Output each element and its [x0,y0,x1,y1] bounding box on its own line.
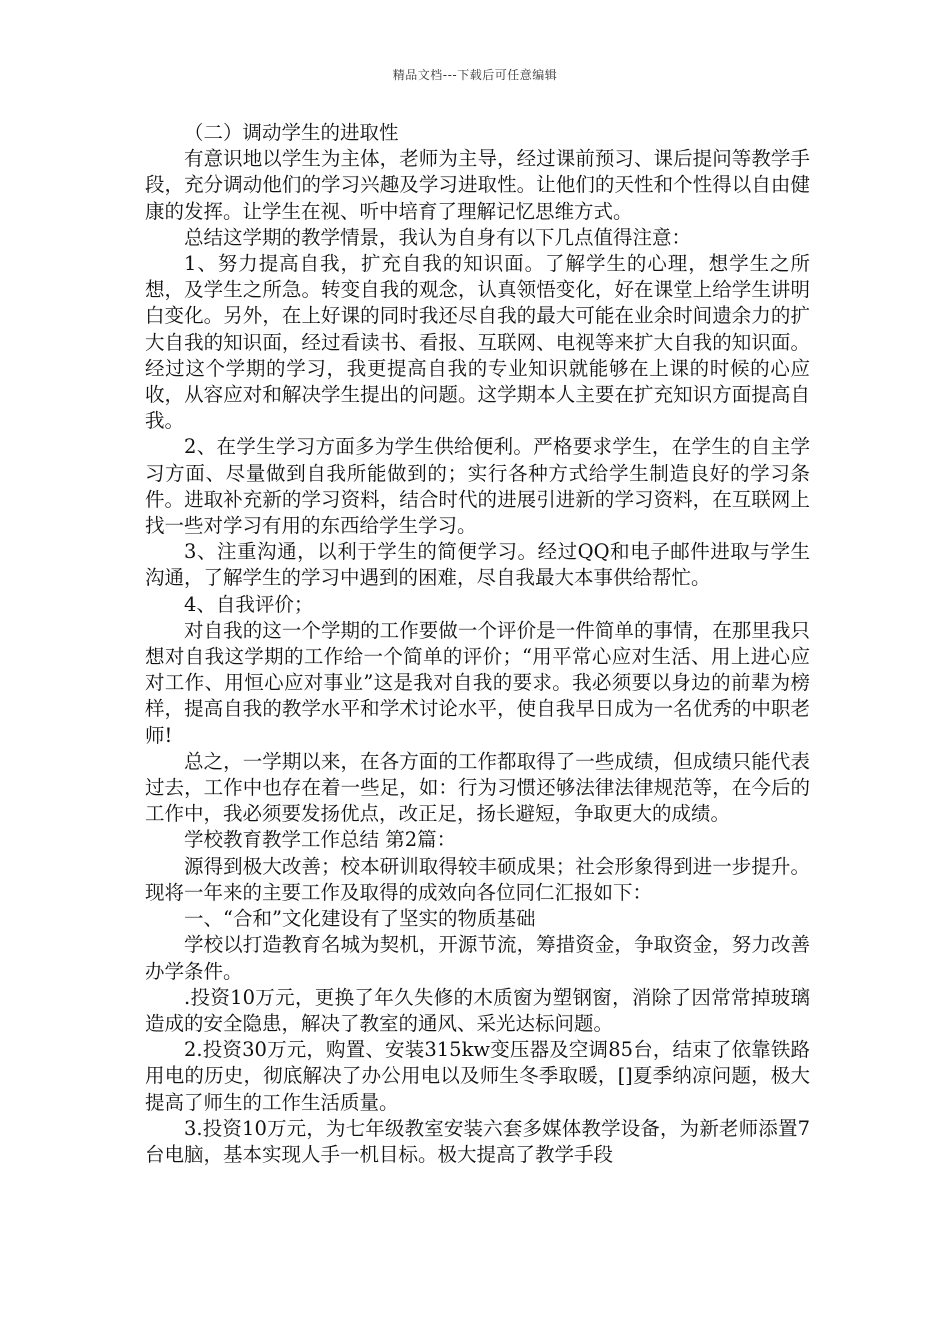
page-header: 精品文档---下载后可任意编辑 [392,68,558,82]
paragraph: 对自我的这一个学期的工作要做一个评价是一件简单的事情，在那里我只想对自我这学期的工作给一个简单的评价；“用平常心应对生活、用上进心应对工作、用恒心应对事业”这是我对自我的要求。我必须要以身边的前辈为榜样，提高自我的教学水平和学术讨论水平，使自我早日成为一名优秀的中职老师! [145,618,810,747]
paragraph: 源得到极大改善；校本研训取得较丰硕成果；社会形象得到进一步提升。现将一年来的主要工作及取得的成效向各位同仁汇报如下： [145,854,810,904]
paragraph: 3、注重沟通，以利于学生的简便学习。经过QQ和电子邮件进取与学生沟通，了解学生的学习中遇到的困难，尽自我最大本事供给帮忙。 [145,540,810,590]
paragraph: 2、在学生学习方面多为学生供给便利。严格要求学生，在学生的自主学习方面、尽量做到自我所能做到的；实行各种方式给学生制造良好的学习条件。进取补充新的学习资料，结合时代的进展引进新的学习资料，在互联网上找一些对学习有用的东西给学生学习。 [145,435,810,538]
paragraph: 3.投资10万元，为七年级教室安装六套多媒体教学设备，为新老师添置7台电脑，基本实现人手一机目标。极大提高了教学手段 [145,1116,810,1166]
section-heading: 一、“合和”文化建设有了坚实的物质基础 [184,907,536,931]
paragraph: 总结这学期的教学情景，我认为自身有以下几点值得注意： [184,225,692,249]
section-heading: 学校教育教学工作总结 第2篇： [184,828,457,852]
paragraph: 1、努力提高自我，扩充自我的知识面。了解学生的心理，想学生之所想，及学生之所急。转变自我的观念，认真领悟变化，好在课堂上给学生讲明白变化。另外，在上好课的同时我还尽自我的最大可能在业余时间遗余力的扩大自我的知识面，经过看读书、看报、互联网、电视等来扩大自我的知识面。经过这个学期的学习，我更提高自我的专业知识就能够在上课的时候的心应收，从容应对和解决学生提出的问题。这学期本人主要在扩充知识方面提高自我。 [145,252,810,433]
paragraph: 有意识地以学生为主体，老师为主导，经过课前预习、课后提问等教学手段，充分调动他们的学习兴趣及学习进取性。让他们的天性和个性得以自由健康的发挥。让学生在视、听中培育了理解记忆思维方式。 [145,147,810,223]
paragraph: 总之，一学期以来，在各方面的工作都取得了一些成绩，但成绩只能代表过去，工作中也存在着一些足，如：行为习惯还够法律法律规范等，在今后的工作中，我必须要发扬优点，改正足，扬长避短，争取更大的成绩。 [145,749,810,826]
paragraph: 2.投资30万元，购置、安装315kw变压器及空调85台，结束了依靠铁路用电的历史，彻底解决了办公用电以及师生冬季取暖，[]夏季纳凉问题，极大提高了师生的工作生活质量。 [145,1038,810,1114]
document-body [145,120,810,1168]
paragraph: .投资10万元，更换了年久失修的木质窗为塑钢窗，消除了因常常掉玻璃造成的安全隐患，解决了教室的通风、采光达标问题。 [145,985,810,1035]
paragraph: 4、自我评价； [184,592,314,616]
section-heading: （二）调动学生的进取性 [184,121,399,144]
paragraph: 学校以打造教育名城为契机，开源节流，筹措资金，争取资金，努力改善办学条件。 [145,933,810,983]
